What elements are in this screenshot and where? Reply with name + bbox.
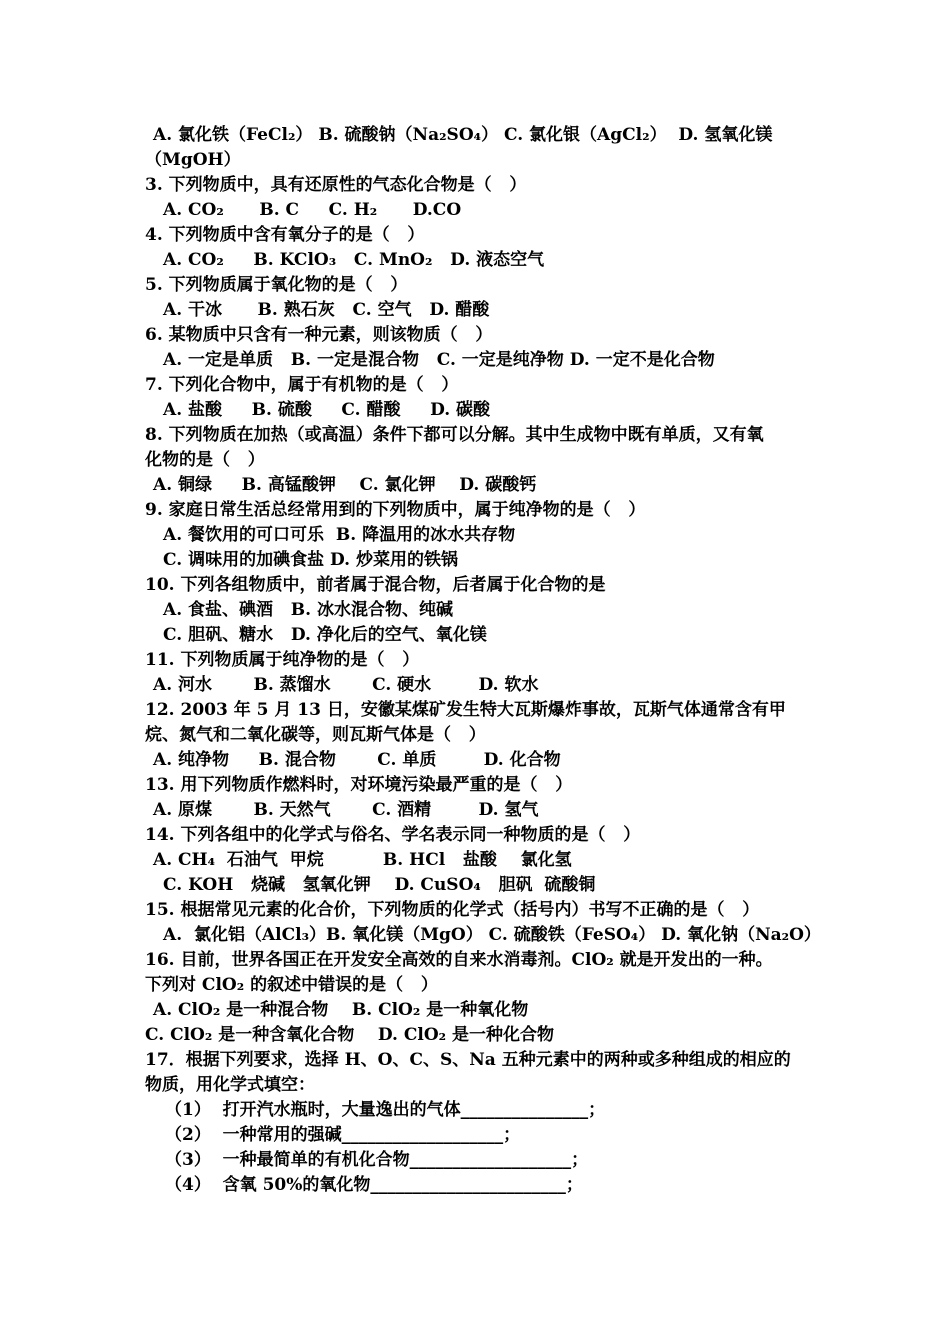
- question-9: 9. 家庭日常生活总经常用到的下列物质中，属于纯净物的是（ ）: [145, 500, 646, 520]
- q16-options-cd: C. ClO₂ 是一种含氧化合物 D. ClO₂ 是一种化合物: [145, 1025, 555, 1045]
- question-14: 14. 下列各组中的化学式与俗名、学名表示同一种物质的是（ ）: [145, 825, 641, 845]
- q4-options: A. CO₂ B. KClO₃ C. MnO₂ D. 液态空气: [163, 250, 545, 270]
- question-7: 7. 下列化合物中，属于有机物的是（ ）: [145, 375, 459, 395]
- q17-item-3: （3） 一种最简单的有机化合物___________________；: [165, 1150, 589, 1170]
- q17-item-1: （1） 打开汽水瓶时，大量逸出的气体_______________；: [165, 1100, 606, 1120]
- question-6: 6. 某物质中只含有一种元素，则该物质（ ）: [145, 325, 493, 345]
- q8-options: A. 铜绿 B. 高锰酸钾 C. 氯化钾 D. 碳酸钙: [153, 475, 537, 495]
- question-13: 13. 用下列物质作燃料时，对环境污染最严重的是（ ）: [145, 775, 573, 795]
- q7-options: A. 盐酸 B. 硫酸 C. 醋酸 D. 碳酸: [163, 400, 491, 420]
- q10-options-cd: C. 胆矾、糖水 D. 净化后的空气、氧化镁: [163, 625, 487, 645]
- q15-options: A. 氯化铝（AlCl₃）B. 氧化镁（MgO） C. 硫酸铁（FeSO₄） D. 氧化钠（Na₂O）: [163, 925, 821, 945]
- q17-item-4: （4） 含氧 50%的氧化物_______________________；: [165, 1175, 583, 1195]
- question-12-line2: 烷、氮气和二氧化碳等，则瓦斯气体是（ ）: [145, 725, 486, 745]
- question-16-line2: 下列对 ClO₂ 的叙述中错误的是（ ）: [145, 975, 438, 995]
- question-12-line1: 12. 2003 年 5 月 13 日，安徽某煤矿发生特大瓦斯爆炸事故，瓦斯气体通常含有甲: [145, 700, 786, 720]
- q12-options: A. 纯净物 B. 混合物 C. 单质 D. 化合物: [153, 750, 561, 770]
- question-17-line2: 物质，用化学式填空：: [145, 1075, 315, 1095]
- q9-options-ab: A. 餐饮用的可口可乐 B. 降温用的冰水共存物: [163, 525, 516, 545]
- question-17-line1: 17．根据下列要求，选择 H、O、C、S、Na 五种元素中的两种或多种组成的相应的: [145, 1050, 791, 1070]
- q6-options: A. 一定是单质 B. 一定是混合物 C. 一定是纯净物 D. 一定不是化合物: [163, 350, 715, 370]
- q16-options-ab: A. ClO₂ 是一种混合物 B. ClO₂ 是一种氧化物: [153, 1000, 529, 1020]
- question-15: 15. 根据常见元素的化合价，下列物质的化学式（括号内）书写不正确的是（ ）: [145, 900, 760, 920]
- q3-options: A. CO₂ B. C C. H₂ D.CO: [163, 200, 462, 220]
- q14-options-cd: C. KOH 烧碱 氢氧化钾 D. CuSO₄ 胆矾 硫酸铜: [163, 875, 596, 895]
- question-11: 11. 下列物质属于纯净物的是（ ）: [145, 650, 420, 670]
- q11-options: A. 河水 B. 蒸馏水 C. 硬水 D. 软水: [153, 675, 539, 695]
- question-10: 10. 下列各组物质中，前者属于混合物，后者属于化合物的是: [145, 575, 606, 595]
- question-16-line1: 16. 目前，世界各国正在开发安全高效的自来水消毒剂。ClO₂ 就是开发出的一种。: [145, 950, 773, 970]
- question-5: 5. 下列物质属于氧化物的是（ ）: [145, 275, 408, 295]
- q13-options: A. 原煤 B. 天然气 C. 酒精 D. 氢气: [153, 800, 539, 820]
- q2-options-line1: A. 氯化铁（FeCl₂） B. 硫酸钠（Na₂SO₄） C. 氯化银（AgCl₂） D. 氢氧化镁: [153, 125, 773, 145]
- q10-options-ab: A. 食盐、碘酒 B. 冰水混合物、纯碱: [163, 600, 453, 620]
- question-8-line2: 化物的是（ ）: [145, 450, 265, 470]
- q14-options-ab: A. CH₄ 石油气 甲烷 B. HCl 盐酸 氯化氢: [153, 850, 572, 870]
- question-4: 4. 下列物质中含有氧分子的是（ ）: [145, 225, 425, 245]
- question-8-line1: 8. 下列物质在加热（或高温）条件下都可以分解。其中生成物中既有单质，又有氧: [145, 425, 764, 445]
- q17-item-2: （2） 一种常用的强碱___________________；: [165, 1125, 521, 1145]
- question-3: 3. 下列物质中，具有还原性的气态化合物是（ ）: [145, 175, 527, 195]
- q9-options-cd: C. 调味用的加碘食盐 D. 炒菜用的铁锅: [163, 550, 458, 570]
- q2-options-line2: （MgOH）: [145, 150, 241, 170]
- q5-options: A. 干冰 B. 熟石灰 C. 空气 D. 醋酸: [163, 300, 490, 320]
